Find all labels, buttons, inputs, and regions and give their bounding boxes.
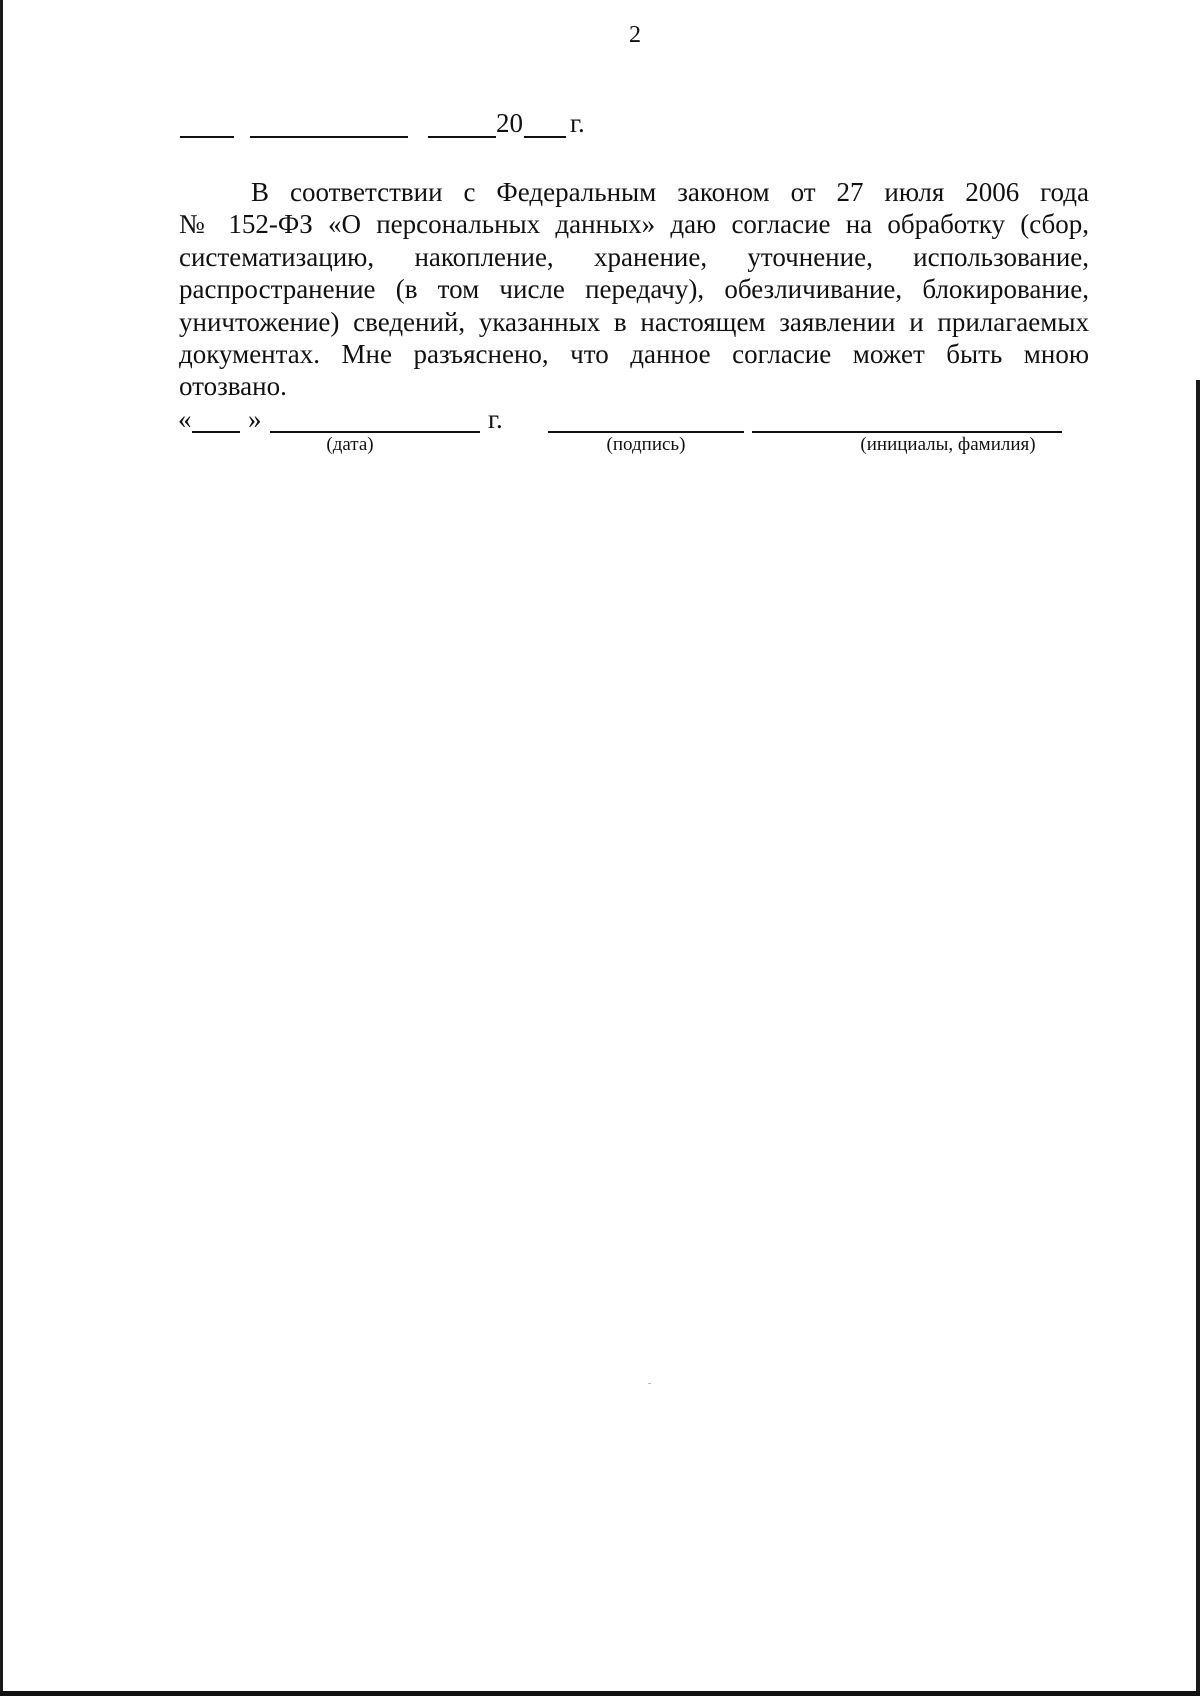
- consent-line: уничтожение) сведений, указанных в настоящем заявлении и прилагаемых: [179, 306, 1089, 337]
- scan-speck: [648, 1383, 651, 1384]
- consent-line: систематизацию, накопление, хранение, уточнение, использование,: [179, 241, 1089, 272]
- consent-line: № 152-ФЗ «О персональных данных» даю согласие на обработку (сбор,: [179, 209, 1089, 240]
- consent-line: распространение (в том числе передачу), обезличивание, блокирование,: [179, 274, 1089, 305]
- scan-edge-bottom: [0, 1691, 1200, 1696]
- consent-line: отозвано.: [179, 371, 287, 402]
- scan-edge-right: [1196, 380, 1200, 1696]
- date-caption: (дата): [326, 434, 374, 455]
- consent-line: документах. Мне разъяснено, что данное согласие может быть мною: [179, 339, 1089, 370]
- day-blank: [192, 431, 240, 433]
- quote-open: «: [178, 404, 192, 434]
- name-caption: (инициалы, фамилия): [860, 434, 1036, 455]
- signature-caption: (подпись): [606, 434, 686, 455]
- scan-edge-left: [0, 0, 3, 1696]
- signature-blank: [548, 431, 744, 433]
- month-blank: [250, 136, 408, 138]
- month-year-blank: [270, 431, 480, 433]
- year-prefix: 20: [496, 108, 523, 138]
- quote-close: »: [248, 404, 262, 434]
- name-blank: [752, 431, 1062, 433]
- year-suffix: г.: [488, 404, 503, 434]
- year-suffix: г.: [570, 108, 585, 138]
- year-century-blank: [428, 136, 496, 138]
- consent-line: В соответствии с Федеральным законом от 27 июля 2006 года: [251, 177, 1089, 207]
- year-blank: [524, 136, 566, 138]
- day-blank: [180, 136, 234, 138]
- page-number: 2: [629, 22, 641, 48]
- consent-paragraph: [179, 176, 1089, 403]
- signature-row: [178, 400, 1078, 460]
- date-header-line: [180, 106, 680, 140]
